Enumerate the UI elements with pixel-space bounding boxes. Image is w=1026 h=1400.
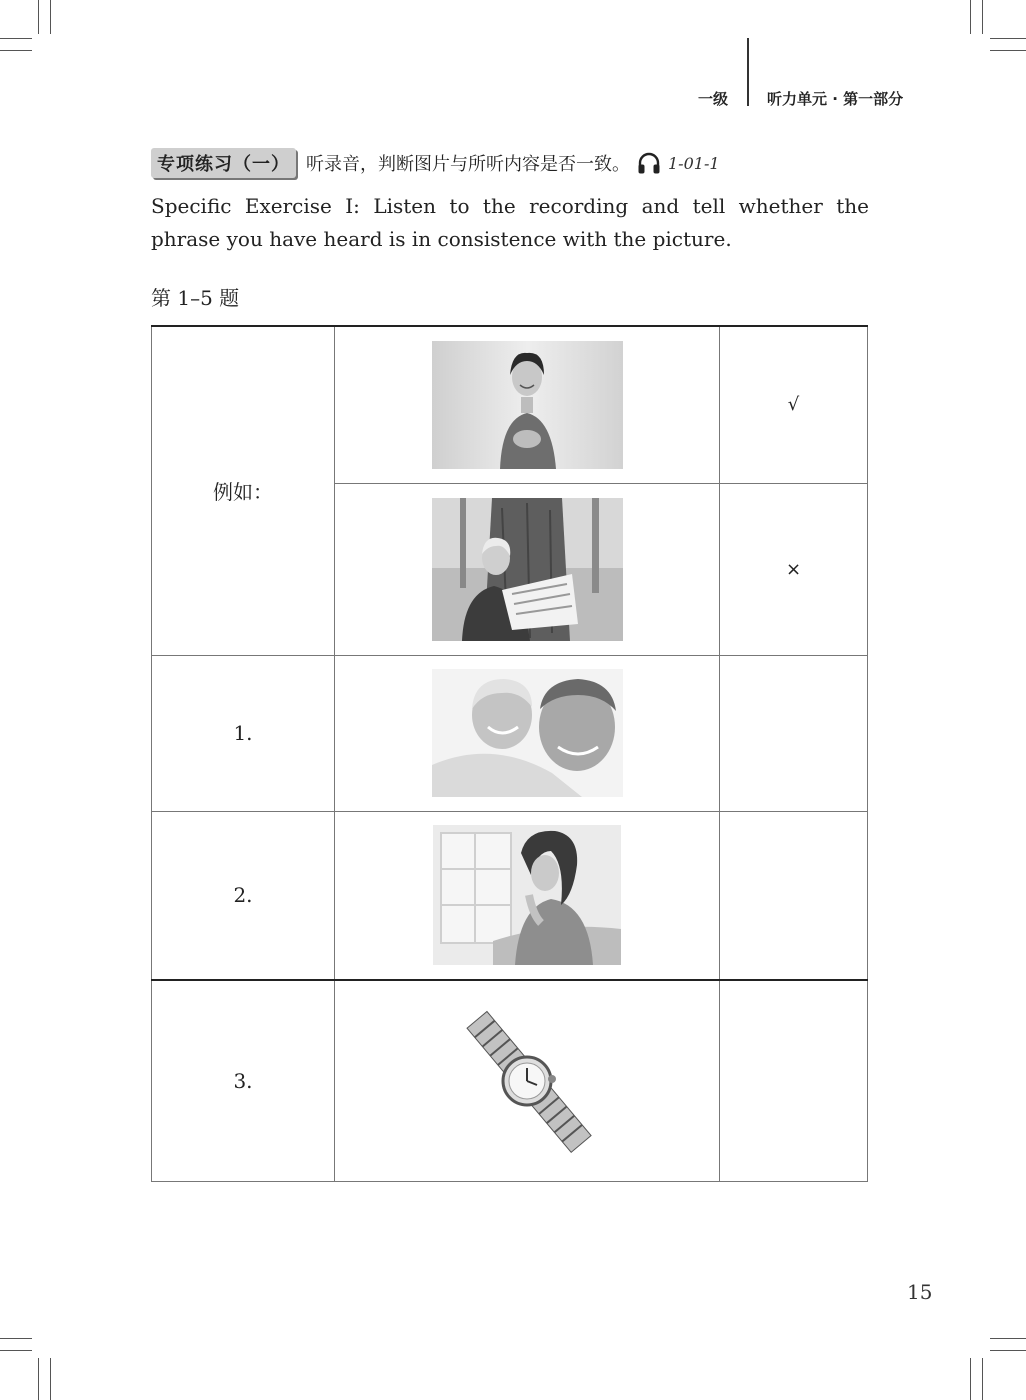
header-level: 一级 [698,90,729,108]
crop-mark [0,1350,32,1351]
crop-mark [38,0,39,34]
question-3-number: 3. [152,980,335,1181]
crop-mark [982,0,983,34]
crop-mark [0,50,32,51]
crop-mark [990,50,1026,51]
example-picture-1-cell [335,326,720,483]
crop-mark [0,38,32,39]
exercise-instruction-cn: 听录音，判断图片与所听内容是否一致。 [306,154,630,175]
header-divider [747,38,749,106]
crop-mark [970,0,971,34]
question-2-number: 2. [152,811,335,980]
headphone-icon[interactable] [636,150,662,176]
crop-mark [0,1338,32,1339]
boy-and-father-photo [432,669,623,797]
woman-greeting-photo [432,341,623,469]
exercise-tag: 专项练习（一） [151,148,296,178]
page-number: 15 [907,1280,933,1304]
example-mark-incorrect: × [720,483,868,655]
question-1-number: 1. [152,655,335,811]
question-1-answer-cell[interactable] [720,655,868,811]
audio-track-number: 1-01-1 [668,153,720,173]
example-picture-2-cell [335,483,720,655]
exercise-instruction-en: Specific Exercise I: Listen to the recording and tell whether the phrase you have heard is in consistence with the picture. [151,194,869,251]
crop-mark [990,38,1026,39]
crop-mark [970,1358,971,1400]
example-label: 例如： [152,326,335,655]
wristwatch-photo [452,1006,602,1156]
thinking-woman-photo [433,825,621,965]
header-section: 听力单元 · 第一部分 [767,90,904,108]
exercise-table [151,325,867,1182]
crop-mark [38,1358,39,1400]
question-2-picture-cell [335,811,720,980]
question-3-answer-cell[interactable] [720,980,868,1181]
exercise-title-line [151,148,720,178]
crop-mark [990,1338,1026,1339]
example-mark-correct: √ [720,326,868,483]
crop-mark [50,1358,51,1400]
old-woman-newspaper-photo [432,498,623,641]
question-1-picture-cell [335,655,720,811]
question-range: 第 1–5 题 [151,286,240,310]
question-3-picture-cell [335,980,720,1181]
question-2-answer-cell[interactable] [720,811,868,980]
crop-mark [982,1358,983,1400]
crop-mark [990,1350,1026,1351]
crop-mark [50,0,51,34]
